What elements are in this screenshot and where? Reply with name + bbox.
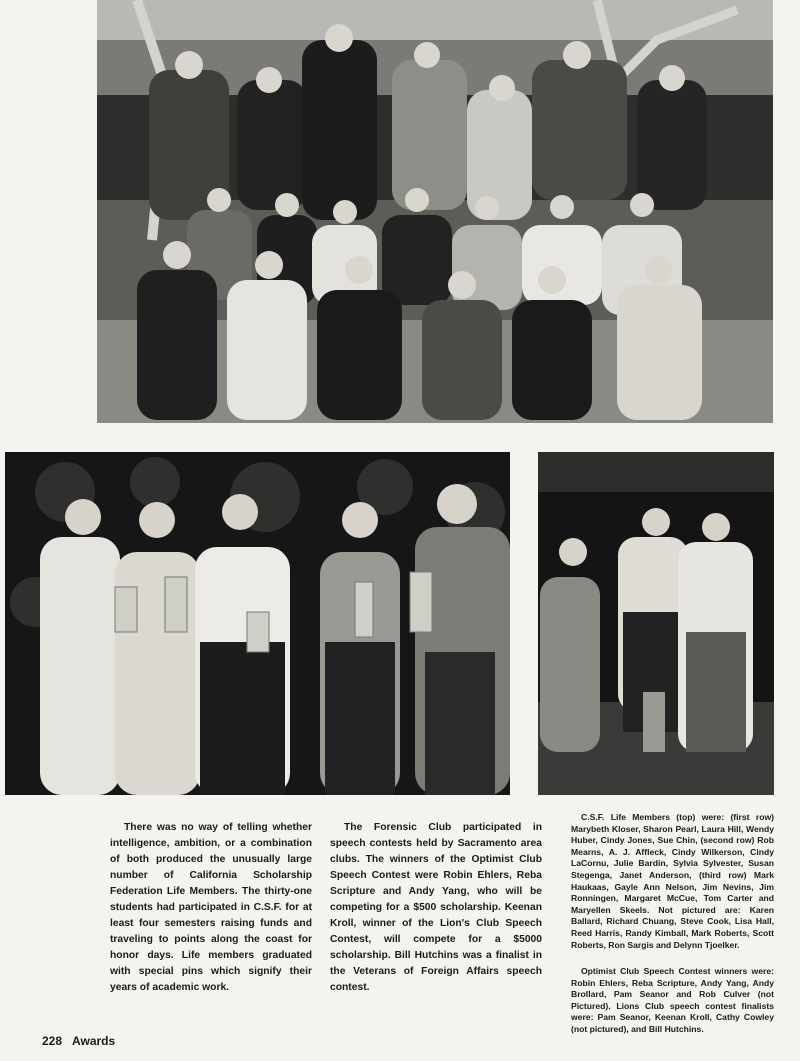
- caption-speech-contest: Optimist Club Speech Contest winners were: Robin Ehlers, Reba Scripture, Andy Yang, Andy Brollard, Pam Seanor and Rob Culver (not Pictured). Lions Club speech contest finalists were: Pam Seanor, Keenan Kroll, Cathy Cowley (not pictured), and Bill Hutchins.: [571, 966, 774, 1034]
- csf-group-photo: [97, 0, 773, 423]
- optimist-winners-photo: [5, 452, 510, 795]
- body-text-csf: There was no way of telling whether intelligence, ambition, or a combination of both produced the unusually large number of California Scholarship Federation Life Members. The thirty-one students had participated in C.S.F. for at least four semesters raising funds and traveling to points along the coast for honor days. Life members graduated with special pins which signify their years of academic work.: [110, 822, 312, 993]
- body-text-forensic: The Forensic Club participated in speech contests held by Sacramento area clubs. The winners of the Optimist Club Speech Contest were Robin Ehlers, Reba Scripture and Andy Yang, who will be competing for a $500 scholarship. Keenan Kroll, winner of the Lion's Club Speech Contest, will compete for a $5000 scholarship. Bill Hutchins was a finalist in the Veterans of Foreign Affairs speech contest.: [330, 822, 542, 993]
- page-number: 228: [42, 1034, 63, 1048]
- page-footer: [42, 1034, 125, 1048]
- caption-csf-members: C.S.F. Life Members (top) were: (first row) Marybeth Kloser, Sharon Pearl, Laura Hill, Wendy Huber, Cindy Jones, Sue Chin, (second row) Rob Mearns, A. J. Affleck, Cindy Wilkerson, Cindy LaCornu, Julie Bardin, Sylvia Sylvester, Susan Stegenga, Janet Anderson, (third row) Mark Haukaas, Gayle Ann Nelson, Jim Nevins, Jim Ronningen, Margaret McCue, Tom Carter and Maryellen Skeels. Not pictured are: Karen Ballard, Richard Chuang, Steve Cook, Lisa Hall, Reed Harris, Randy Kimball, Mark Roberts, Scott Roberts, Ron Sargis and Delynn Tjoelker.: [571, 812, 774, 950]
- lions-finalists-photo: [538, 452, 774, 795]
- section-name: Awards: [72, 1034, 116, 1048]
